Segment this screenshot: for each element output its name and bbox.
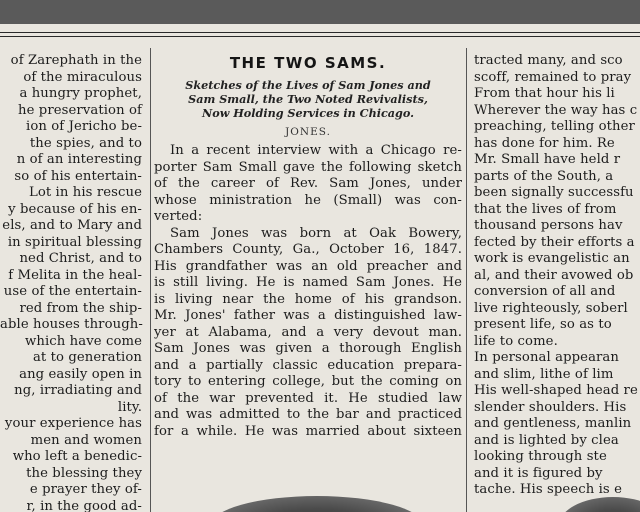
body-line: Chambers County, Ga., October 16, 1847. <box>154 242 462 257</box>
article-subtitle-line: Sketches of the Lives of Sam Jones and <box>185 78 431 92</box>
body-line: and a partially classic education prepara- <box>154 357 462 373</box>
portrait-engraving <box>210 496 424 512</box>
text-line: els, and to Mary and <box>2 218 142 233</box>
text-line: ion of Jericho be- <box>26 119 142 134</box>
text-line: your experience has <box>4 416 142 431</box>
body-line: Sam Jones was given a thorough English <box>154 341 462 356</box>
body-line: tory to entering college, but the coming on <box>154 374 462 389</box>
text-line: which have come <box>24 333 142 349</box>
text-line: tracted many, and sco <box>474 53 623 68</box>
text-line: able houses through- <box>0 317 143 332</box>
text-line: e prayer they of- <box>29 482 142 497</box>
text-line: His well-shaped head re <box>474 383 638 398</box>
text-line: Wherever the way has c <box>474 102 638 118</box>
text-line: that the lives of from <box>474 201 617 217</box>
body-line: for a while. He was married about sixteen <box>154 423 462 439</box>
text-line: of the miraculous <box>23 69 142 85</box>
body-line: is still living. He is named Sam Jones. He <box>154 275 462 290</box>
body-line: verted: <box>154 209 203 224</box>
text-line: of Zarephath in the <box>10 53 142 68</box>
body-line: yer at Alabama, and a very devout man. <box>154 324 462 340</box>
text-line: ang easily open in <box>19 366 142 382</box>
text-line: parts of the South, a <box>474 168 614 184</box>
body-line: of the career of Rev. Sam Jones, under <box>154 176 462 191</box>
text-line: and it is figured by <box>474 465 603 481</box>
text-line: and is lighted by clea <box>474 432 619 448</box>
body-line: is living near the home of his grandson. <box>154 291 462 307</box>
newspaper-page <box>0 24 640 512</box>
text-line: al, and their avowed ob <box>474 267 634 283</box>
top-rule-inner <box>0 36 640 37</box>
text-line: and gentleness, manlin <box>474 416 632 431</box>
text-line: preaching, telling other <box>474 119 635 134</box>
text-line: work is evangelistic an <box>474 251 630 266</box>
text-line: who left a benedic- <box>12 449 142 464</box>
text-line: ned Christ, and to <box>19 251 142 266</box>
body-line: porter Sam Small gave the following sketch <box>154 159 462 175</box>
text-line: use of the entertain- <box>3 284 142 299</box>
text-line: conversion of all and <box>474 284 616 299</box>
text-line: and slim, lithe of lim <box>474 366 614 382</box>
text-line: Mr. Small have held r <box>474 152 621 167</box>
text-line: slender shoulders. His <box>474 399 627 415</box>
text-line: he preservation of <box>18 102 142 118</box>
text-line: in spiritual blessing <box>7 234 142 250</box>
text-line: ng, irradiating and <box>14 383 142 398</box>
text-line: men and women <box>30 432 142 448</box>
text-line: From that hour his li <box>474 86 615 101</box>
text-line: present life, so as to <box>474 317 612 332</box>
article-subtitle-line: Now Holding Services in Chicago. <box>202 106 414 120</box>
text-line: has done for him. Re <box>474 135 615 151</box>
text-line: life to come. <box>474 333 558 349</box>
top-rule <box>0 32 640 33</box>
body-line: Sam Jones was born at Oak Bowery, <box>170 225 462 241</box>
text-line: looking through ste <box>474 449 607 464</box>
text-line: r, in the good ad- <box>26 498 142 512</box>
text-line: f Melita in the heal- <box>8 267 142 283</box>
left-column <box>0 53 146 512</box>
article-subtitle-line: Sam Small, the Two Noted Revivalists, <box>188 92 428 106</box>
text-line: the blessing they <box>26 465 142 481</box>
right-column <box>472 53 640 499</box>
text-line: tache. His speech is e <box>474 482 622 497</box>
text-line: scoff, remained to pray <box>474 69 632 85</box>
text-line: lity. <box>117 399 142 415</box>
text-line: thousand persons hav <box>474 218 623 233</box>
article-column <box>154 53 462 440</box>
body-line: whose ministration he (Small) was con- <box>154 192 462 208</box>
section-byline: JONES. <box>285 126 331 138</box>
column-divider-left <box>150 48 151 512</box>
body-line: Mr. Jones' father was a distinguished law- <box>154 308 462 323</box>
text-line: been signally successfu <box>474 185 634 200</box>
text-line: In personal appearan <box>474 350 619 365</box>
text-line: a hungry prophet, <box>19 86 142 101</box>
text-line: fected by their efforts a <box>474 234 635 250</box>
body-line: of the war prevented it. He studied law <box>154 390 462 406</box>
text-line: y because of his en- <box>8 201 142 217</box>
text-line: the spies, and to <box>29 135 142 151</box>
text-line: live righteously, soberl <box>474 300 628 316</box>
text-line: at to generation <box>32 350 142 365</box>
text-line: Lot in his rescue <box>28 185 142 200</box>
text-line: n of an interesting <box>16 152 142 167</box>
body-line: and was admitted to the bar and practiced <box>154 407 462 422</box>
portrait-engraving-right <box>558 497 640 512</box>
text-line: red from the ship- <box>19 300 142 316</box>
text-line: so of his entertain- <box>14 168 142 184</box>
body-line: In a recent interview with a Chicago re- <box>170 143 462 158</box>
body-line: His grandfather was an old preacher and <box>154 258 462 274</box>
article-title: THE TWO SAMS. <box>229 54 387 72</box>
column-divider-right <box>466 48 467 512</box>
